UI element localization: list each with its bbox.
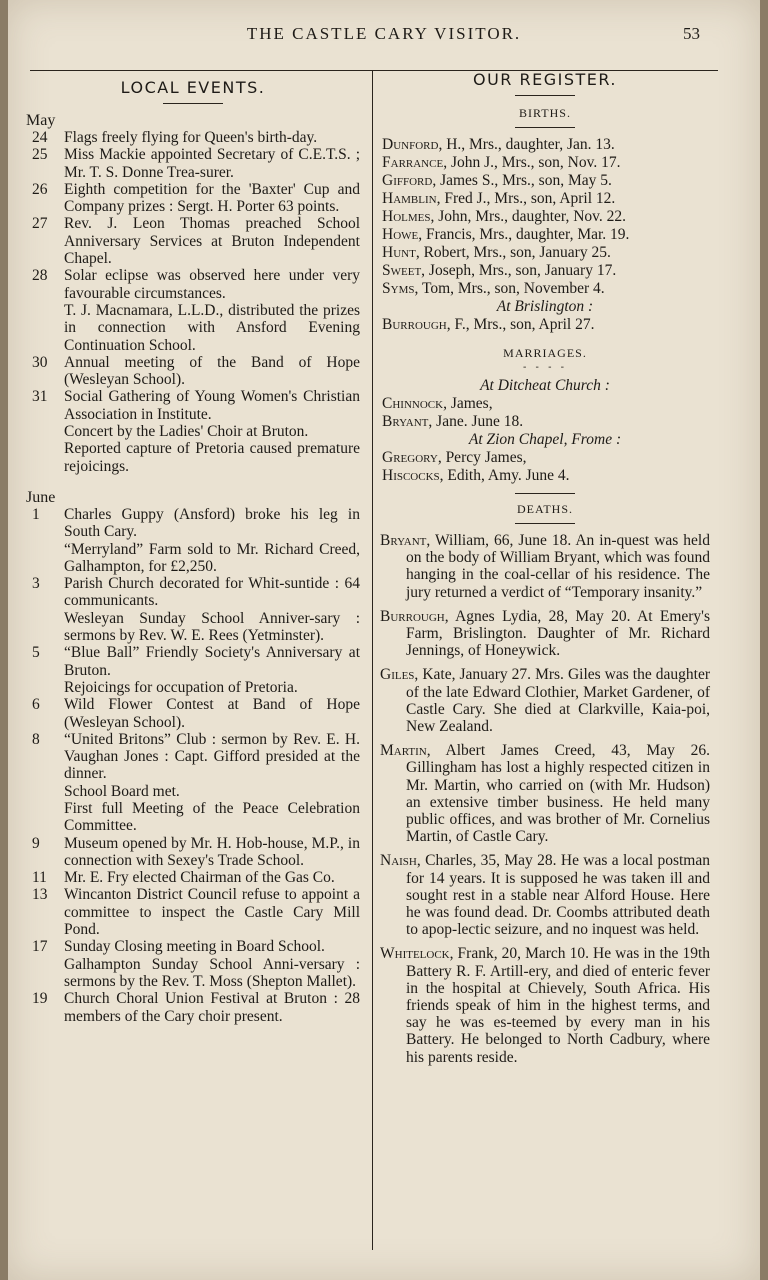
- event-entry: [26, 302, 360, 354]
- birth-entry: [380, 136, 710, 154]
- section-rule: [515, 127, 575, 128]
- local-events-column: [26, 74, 360, 1025]
- marriage-detail: , Jane. June 18.: [428, 413, 524, 430]
- event-entry: [26, 506, 360, 541]
- event-entry: [26, 869, 360, 886]
- death-entry: [380, 852, 710, 938]
- surname: Martin: [380, 742, 427, 760]
- death-detail: , Kate, January 27. Mrs. Giles was the daughter of the late Edward Clothier, Market Gardener, of Castle Cary. She died at Clarkville, Kaia-poi, New Zealand.: [406, 666, 710, 736]
- register-column: [380, 66, 710, 1073]
- birth-entry: [380, 190, 710, 208]
- event-entry: [26, 938, 360, 955]
- surname: Holmes: [382, 208, 431, 225]
- event-entry: [26, 423, 360, 440]
- event-day: [26, 423, 64, 440]
- event-text: Museum opened by Mr. H. Hob-house, M.P., in connection with Sexey's Trade School.: [64, 834, 360, 869]
- event-day: 6: [32, 696, 40, 714]
- event-text: T. J. Macnamara, L.L.D., distributed the prizes in connection with Ansford Evening Continuation School.: [64, 301, 360, 354]
- deaths-list: [380, 532, 710, 1066]
- event-text: Concert by the Ladies' Choir at Bruton.: [64, 423, 309, 441]
- event-text: Galhampton Sunday School Anni-versary : sermons by the Rev. T. Moss (Shepton Mallet).: [64, 955, 360, 990]
- event-day: [26, 302, 64, 354]
- marriages-dash: - - - -: [522, 362, 568, 373]
- event-day: 13: [32, 886, 48, 904]
- event-day: 8: [32, 730, 40, 748]
- local-events-heading: LOCAL EVENTS.: [120, 78, 266, 97]
- event-day: 3: [32, 575, 40, 593]
- event-day: [26, 440, 64, 475]
- surname: Giles: [380, 666, 415, 684]
- event-day: 30: [32, 353, 48, 371]
- surname: Sweet: [382, 262, 422, 279]
- marriage-entry: [380, 413, 710, 431]
- marriage-detail: , Edith, Amy. June 4.: [439, 467, 570, 484]
- event-text: “Blue Ball” Friendly Society's Anniversary at Bruton.: [64, 644, 360, 679]
- marriage-place: At Zion Chapel, Frome :: [468, 431, 622, 448]
- birth-entry: [380, 208, 710, 226]
- page: [8, 0, 760, 1280]
- event-text: Charles Guppy (Ansford) broke his leg in South Cary.: [64, 505, 360, 541]
- event-entry: [26, 644, 360, 679]
- births-list: [380, 136, 710, 298]
- death-detail: , Charles, 35, May 28. He was a local postman for 14 years. It is supposed he was taken ill and sought rest in a stable near Alford House. Here he was found dead. Dr. Coombs attributed death to apop-lectic seizure, and no inquest was held.: [406, 852, 710, 939]
- surname: Bryant: [382, 413, 429, 430]
- event-day: [26, 800, 64, 835]
- event-day: [26, 679, 64, 696]
- event-entry: [26, 990, 360, 1025]
- marriage-place: At Ditcheat Church :: [480, 377, 610, 394]
- event-text: First full Meeting of the Peace Celebration Committee.: [64, 799, 360, 835]
- marriage-entry: [380, 449, 710, 467]
- heading-rule: [163, 103, 223, 104]
- register-heading: OUR REGISTER.: [472, 70, 618, 89]
- death-entry: [380, 532, 710, 601]
- page-number: 53: [683, 24, 700, 43]
- event-text: Rev. J. Leon Thomas preached School Anniversary Services at Bruton Independent Chapel.: [64, 215, 360, 268]
- birth-entry: [380, 172, 710, 190]
- event-day: 24: [32, 129, 48, 146]
- event-text: Sunday Closing meeting in Board School.: [64, 938, 325, 956]
- event-day: 1: [32, 505, 40, 523]
- event-entry: [26, 731, 360, 783]
- death-detail: , Agnes Lydia, 28, May 20. At Emery's Farm, Brislington. Daughter of Mr. Richard Jennings, of Honeywick.: [406, 607, 710, 660]
- surname: Chinnock: [382, 395, 444, 412]
- events-list: [26, 112, 360, 1025]
- birth-detail: , Fred J., Mrs., son, April 12.: [436, 190, 616, 207]
- event-day: 25: [32, 146, 48, 164]
- marriage-entry: [380, 467, 710, 485]
- surname: Naish: [380, 852, 417, 870]
- event-entry: [26, 129, 360, 146]
- surname: Howe: [382, 226, 419, 243]
- event-text: “United Britons” Club : sermon by Rev. E. H. Vaughan Jones : Capt. Gifford presided at the dinner.: [64, 730, 360, 783]
- event-day: 31: [32, 388, 48, 406]
- event-day: 5: [32, 644, 40, 662]
- surname: Hunt: [382, 244, 416, 261]
- birth-entry: [380, 226, 710, 244]
- event-entry: [26, 388, 360, 423]
- surname: Hiscocks: [382, 467, 440, 484]
- month-heading: June: [26, 488, 56, 506]
- event-entry: [26, 575, 360, 610]
- birth-entry: [380, 154, 710, 172]
- event-entry: [26, 181, 360, 216]
- birth-detail: , Robert, Mrs., son, January 25.: [415, 244, 611, 261]
- event-entry: [26, 215, 360, 267]
- marriage-entry: [380, 395, 710, 413]
- death-entry: [380, 666, 710, 735]
- event-text: Wincanton District Council refuse to appoint a committee to inspect the Castle Cary Mill Pond.: [64, 886, 360, 939]
- event-text: Miss Mackie appointed Secretary of C.E.T.S. ; Mr. T. S. Donne Trea-surer.: [64, 146, 360, 181]
- event-text: Social Gathering of Young Women's Christian Association in Institute.: [64, 388, 360, 423]
- birth-entry: Burrough, F., Mrs., son, April 27.: [382, 316, 595, 333]
- event-text: Wesleyan Sunday School Anniver-sary : sermons by Rev. W. E. Rees (Yetminster).: [64, 609, 360, 645]
- event-day: 27: [32, 215, 48, 233]
- event-entry: [26, 835, 360, 870]
- event-entry: [26, 267, 360, 302]
- surname: Gifford: [382, 172, 433, 189]
- event-text: Rejoicings for occupation of Pretoria.: [64, 678, 298, 696]
- event-day: 9: [32, 834, 40, 852]
- birth-detail: , Tom, Mrs., son, November 4.: [414, 280, 605, 297]
- event-text: Solar eclipse was observed here under very favourable circumstances.: [64, 267, 360, 302]
- month-heading: May: [26, 112, 56, 129]
- event-entry: [26, 783, 360, 800]
- birth-detail: , John, Mrs., daughter, Nov. 22.: [430, 208, 627, 225]
- event-day: 19: [32, 990, 48, 1008]
- birth-detail: , Joseph, Mrs., son, January 17.: [421, 262, 617, 279]
- marriage-detail: , James,: [443, 395, 493, 412]
- birth-detail: , John J., Mrs., son, Nov. 17.: [443, 154, 621, 171]
- column-divider: [372, 70, 373, 1250]
- event-entry: [26, 956, 360, 991]
- deaths-heading: DEATHS.: [516, 502, 573, 516]
- marriages-heading: MARRIAGES.: [503, 346, 587, 360]
- event-day: [26, 956, 64, 991]
- marriages-list: [380, 377, 710, 485]
- event-entry: [26, 886, 360, 938]
- heading-rule: [515, 95, 575, 96]
- births-subheading: At Brislington :: [496, 298, 594, 315]
- surname: Burrough: [380, 607, 445, 625]
- surname: Farrance: [382, 154, 444, 171]
- surname: Whitelock: [380, 945, 450, 963]
- surname: Hamblin: [382, 190, 437, 207]
- running-head: [8, 24, 760, 48]
- surname: Syms: [382, 280, 415, 297]
- event-entry: [26, 610, 360, 645]
- event-day: 28: [32, 267, 48, 285]
- event-text: “Merryland” Farm sold to Mr. Richard Creed, Galhampton, for £2,250.: [64, 540, 360, 575]
- event-day: 11: [32, 869, 47, 887]
- event-day: 26: [32, 180, 48, 198]
- birth-detail: , James S., Mrs., son, May 5.: [432, 172, 612, 189]
- death-entry: [380, 945, 710, 1065]
- event-text: Parish Church decorated for Whit-suntide : 64 communicants.: [64, 575, 360, 610]
- birth-entry: [380, 280, 710, 298]
- event-text: Eighth competition for the 'Baxter' Cup and Company prizes : Sergt. H. Porter 63 points.: [64, 180, 360, 216]
- event-entry: [26, 354, 360, 389]
- running-title: THE CASTLE CARY VISITOR.: [246, 24, 522, 43]
- event-day: [26, 783, 64, 800]
- surname: Gregory: [382, 449, 438, 466]
- event-text: Mr. E. Fry elected Chairman of the Gas Co.: [64, 869, 335, 887]
- event-text: Annual meeting of the Band of Hope (Wesleyan School).: [64, 353, 360, 389]
- event-entry: [26, 440, 360, 475]
- event-day: 17: [32, 938, 48, 956]
- birth-entry: [380, 244, 710, 262]
- event-entry: [26, 696, 360, 731]
- event-day: [26, 610, 64, 645]
- surname: Bryant: [380, 532, 427, 549]
- event-entry: [26, 541, 360, 576]
- death-entry: [380, 742, 710, 845]
- event-entry: [26, 146, 360, 181]
- event-text: School Board met.: [64, 782, 180, 800]
- event-text: Reported capture of Pretoria caused premature rejoicings.: [64, 440, 360, 475]
- death-detail: , William, 66, June 18. An in-quest was held on the body of William Bryant, which was found hanging in the coal-cellar of his residence. The jury returned a verdict of “Temporary insanity.”: [406, 532, 710, 601]
- event-entry: [26, 800, 360, 835]
- event-day: [26, 541, 64, 576]
- event-entry: [26, 679, 360, 696]
- birth-detail: , H., Mrs., daughter, Jan. 13.: [438, 136, 615, 153]
- surname: Dunford: [382, 136, 439, 153]
- death-detail: , Albert James Creed, 43, May 26. Gillingham has lost a highly respected citizen in Mr. Martin, who carried on (with Mr. Hudson) an extensive timber business. He held many public offices, and was brother of Mr. Cornelius Martin, of Castle Cary.: [406, 742, 710, 846]
- event-text: Church Choral Union Festival at Bruton : 28 members of the Cary choir present.: [64, 990, 360, 1025]
- event-text: Flags freely flying for Queen's birth-day.: [64, 129, 318, 146]
- marriage-detail: , Percy James,: [437, 449, 527, 466]
- death-detail: , Frank, 20, March 10. He was in the 19th Battery R. F. Artill-ery, and died of enteric fever in the hospital at Chievely, South Africa. His friends speak of him in the highest terms, and say he was es-teemed by every man in his Battery. He belonged to North Cadbury, where his parents reside.: [406, 945, 710, 1066]
- birth-detail: , Francis, Mrs., daughter, Mar. 19.: [418, 226, 630, 243]
- section-rule: [515, 493, 575, 494]
- death-entry: [380, 608, 710, 660]
- births-heading: BIRTHS.: [519, 106, 571, 120]
- birth-entry: [380, 262, 710, 280]
- event-text: Wild Flower Contest at Band of Hope (Wesleyan School).: [64, 696, 360, 731]
- section-rule: [515, 523, 575, 524]
